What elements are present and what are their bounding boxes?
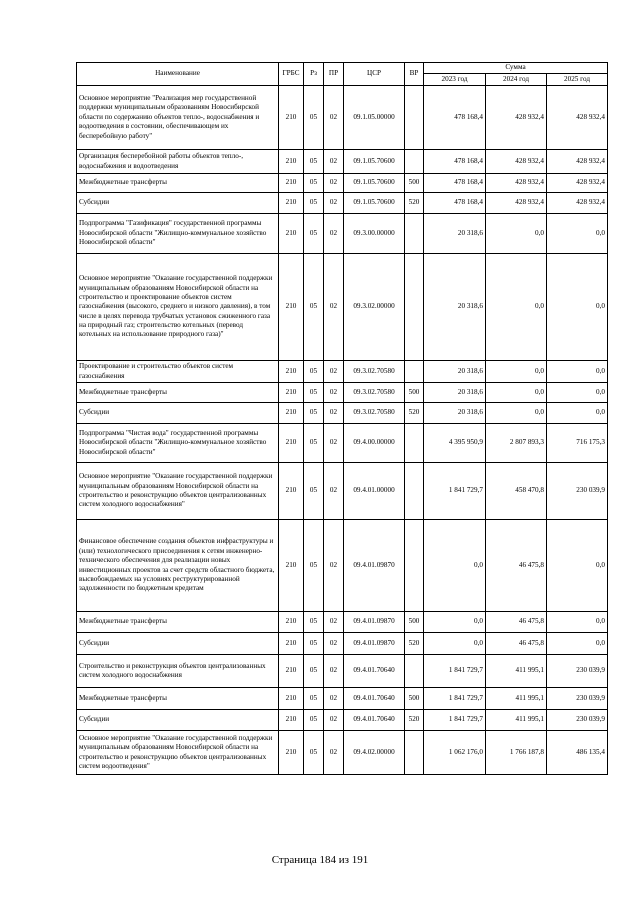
- row-sum-2023: 478 168,4: [424, 193, 486, 214]
- row-pr: 02: [324, 403, 344, 424]
- header-year-2024: 2024 год: [486, 74, 547, 86]
- row-sum-2025: 230 039,9: [547, 710, 608, 731]
- row-rz: 05: [304, 731, 324, 775]
- row-rz: 05: [304, 150, 324, 174]
- table-row: [77, 254, 608, 361]
- row-csr: 09.4.01.09870: [344, 612, 405, 633]
- row-sum-2023: 1 062 176,0: [424, 731, 486, 775]
- row-vr: [405, 731, 424, 775]
- row-sum-2024: 428 932,4: [486, 193, 547, 214]
- row-sum-2023: 0,0: [424, 520, 486, 612]
- table-row: [77, 731, 608, 775]
- row-sum-2025: 428 932,4: [547, 86, 608, 150]
- table-row: [77, 361, 608, 383]
- row-sum-2025: 0,0: [547, 520, 608, 612]
- row-name: Основное мероприятие "Реализация мер государственной поддержки муниципальным образованиям Новосибирской области по содержанию объектов тепло-, водоснабжения и водоотведения в состоянии, обеспечивающем их бесперебойную работу": [77, 86, 279, 150]
- row-sum-2024: 0,0: [486, 383, 547, 403]
- row-sum-2024: 46 475,8: [486, 612, 547, 633]
- row-rz: 05: [304, 361, 324, 383]
- row-pr: 02: [324, 214, 344, 254]
- row-csr: 09.1.05.70600: [344, 150, 405, 174]
- table-row: [77, 463, 608, 520]
- row-grbs: 210: [279, 612, 304, 633]
- row-grbs: 210: [279, 403, 304, 424]
- table-row: [77, 710, 608, 731]
- row-csr: 09.4.02.00000: [344, 731, 405, 775]
- row-sum-2024: 411 995,1: [486, 688, 547, 710]
- row-sum-2025: 0,0: [547, 254, 608, 361]
- row-pr: 02: [324, 383, 344, 403]
- row-sum-2024: 458 470,8: [486, 463, 547, 520]
- header-grbs: ГРБС: [279, 63, 304, 86]
- row-rz: 05: [304, 86, 324, 150]
- table-row: [77, 424, 608, 463]
- row-pr: 02: [324, 520, 344, 612]
- row-rz: 05: [304, 383, 324, 403]
- row-csr: 09.4.01.09870: [344, 633, 405, 655]
- row-sum-2024: 428 932,4: [486, 150, 547, 174]
- row-name: Межбюджетные трансферты: [77, 612, 279, 633]
- row-sum-2025: 0,0: [547, 633, 608, 655]
- row-pr: 02: [324, 731, 344, 775]
- row-vr: 520: [405, 633, 424, 655]
- row-name: Основное мероприятие "Оказание государственной поддержки муниципальным образованиям Новосибирской области на строительство и реконструкцию объектов централизованных систем водоотведения": [77, 731, 279, 775]
- row-pr: 02: [324, 633, 344, 655]
- table-row: [77, 403, 608, 424]
- header-sum: Сумма: [424, 63, 608, 74]
- row-sum-2023: 1 841 729,7: [424, 655, 486, 688]
- row-sum-2025: 0,0: [547, 214, 608, 254]
- row-csr: 09.4.01.09870: [344, 520, 405, 612]
- row-csr: 09.4.01.70640: [344, 710, 405, 731]
- row-pr: 02: [324, 463, 344, 520]
- row-pr: 02: [324, 424, 344, 463]
- row-sum-2023: 4 395 950,9: [424, 424, 486, 463]
- table-row: [77, 150, 608, 174]
- row-sum-2023: 478 168,4: [424, 150, 486, 174]
- row-sum-2024: 411 995,1: [486, 655, 547, 688]
- row-grbs: 210: [279, 86, 304, 150]
- row-grbs: 210: [279, 193, 304, 214]
- row-csr: 09.3.02.70580: [344, 403, 405, 424]
- row-sum-2025: 230 039,9: [547, 463, 608, 520]
- row-name: Основное мероприятие "Оказание государственной поддержки муниципальным образованиям Новосибирской области на строительство и проектирование объектов систем газоснабжения (высокого, среднего и низкого давления), в том числе в целях перевода трубчатых установок сжиженного газа на природный газ; строительство котельных (перевод котельных на использование природного газа)": [77, 254, 279, 361]
- row-csr: 09.4.01.70640: [344, 688, 405, 710]
- row-csr: 09.1.05.00000: [344, 86, 405, 150]
- row-name: Межбюджетные трансферты: [77, 174, 279, 193]
- row-grbs: 210: [279, 254, 304, 361]
- row-sum-2025: 0,0: [547, 383, 608, 403]
- row-name: Организация бесперебойной работы объектов тепло-, водоснабжения и водоотведения: [77, 150, 279, 174]
- row-vr: [405, 463, 424, 520]
- row-sum-2025: 230 039,9: [547, 655, 608, 688]
- row-rz: 05: [304, 688, 324, 710]
- row-grbs: 210: [279, 361, 304, 383]
- row-csr: 09.4.01.70640: [344, 655, 405, 688]
- row-grbs: 210: [279, 688, 304, 710]
- row-name: Субсидии: [77, 710, 279, 731]
- row-sum-2024: 411 995,1: [486, 710, 547, 731]
- table-row: [77, 383, 608, 403]
- row-sum-2025: 428 932,4: [547, 150, 608, 174]
- row-csr: 09.1.05.70600: [344, 174, 405, 193]
- row-sum-2025: 716 175,3: [547, 424, 608, 463]
- table-row: [77, 174, 608, 193]
- budget-table: [76, 62, 608, 775]
- row-sum-2023: 0,0: [424, 612, 486, 633]
- row-sum-2025: 428 932,4: [547, 174, 608, 193]
- row-csr: 09.3.02.00000: [344, 254, 405, 361]
- row-pr: 02: [324, 86, 344, 150]
- row-sum-2025: 0,0: [547, 612, 608, 633]
- row-grbs: 210: [279, 383, 304, 403]
- table-row: [77, 520, 608, 612]
- row-vr: 520: [405, 193, 424, 214]
- row-sum-2024: 0,0: [486, 254, 547, 361]
- row-name: Межбюджетные трансферты: [77, 688, 279, 710]
- table-row: [77, 655, 608, 688]
- row-sum-2024: 46 475,8: [486, 520, 547, 612]
- row-vr: 520: [405, 403, 424, 424]
- row-sum-2023: 0,0: [424, 633, 486, 655]
- row-sum-2023: 478 168,4: [424, 174, 486, 193]
- row-grbs: 210: [279, 150, 304, 174]
- row-vr: 500: [405, 383, 424, 403]
- table-row: [77, 214, 608, 254]
- row-csr: 09.3.02.70580: [344, 383, 405, 403]
- row-pr: 02: [324, 710, 344, 731]
- header-year-2025: 2025 год: [547, 74, 608, 86]
- row-grbs: 210: [279, 463, 304, 520]
- row-sum-2024: 2 807 893,3: [486, 424, 547, 463]
- row-sum-2023: 20 318,6: [424, 383, 486, 403]
- row-name: Подпрограмма "Газификация" государственной программы Новосибирской области "Жилищно-коммунальное хозяйство Новосибирской области": [77, 214, 279, 254]
- row-sum-2024: 0,0: [486, 403, 547, 424]
- table-row: [77, 688, 608, 710]
- row-sum-2023: 20 318,6: [424, 403, 486, 424]
- row-rz: 05: [304, 174, 324, 193]
- row-csr: 09.1.05.70600: [344, 193, 405, 214]
- row-sum-2024: 1 766 187,8: [486, 731, 547, 775]
- row-rz: 05: [304, 403, 324, 424]
- row-rz: 05: [304, 424, 324, 463]
- page-number: Страница 184 из 191: [271, 854, 369, 866]
- row-sum-2025: 486 135,4: [547, 731, 608, 775]
- table-row: [77, 612, 608, 633]
- row-vr: 500: [405, 612, 424, 633]
- row-vr: 500: [405, 688, 424, 710]
- row-pr: 02: [324, 361, 344, 383]
- table-row: [77, 86, 608, 150]
- header-rz: Рз: [304, 63, 324, 86]
- row-vr: 500: [405, 174, 424, 193]
- header-csr: ЦСР: [344, 63, 405, 86]
- header-name: Наименование: [77, 63, 279, 86]
- row-name: Субсидии: [77, 633, 279, 655]
- header-year-2023: 2023 год: [424, 74, 486, 86]
- row-pr: 02: [324, 655, 344, 688]
- row-rz: 05: [304, 463, 324, 520]
- row-rz: 05: [304, 254, 324, 361]
- row-name: Строительство и реконструкция объектов централизованных систем холодного водоснабжения: [77, 655, 279, 688]
- row-pr: 02: [324, 612, 344, 633]
- row-rz: 05: [304, 655, 324, 688]
- row-sum-2023: 478 168,4: [424, 86, 486, 150]
- row-name: Проектирование и строительство объектов систем газоснабжения: [77, 361, 279, 383]
- row-grbs: 210: [279, 731, 304, 775]
- table-row: [77, 633, 608, 655]
- row-sum-2025: 428 932,4: [547, 193, 608, 214]
- row-name: Субсидии: [77, 403, 279, 424]
- row-vr: [405, 361, 424, 383]
- row-vr: [405, 424, 424, 463]
- row-sum-2024: 428 932,4: [486, 174, 547, 193]
- row-sum-2023: 20 318,6: [424, 361, 486, 383]
- row-name: Подпрограмма "Чистая вода" государственной программы Новосибирской области "Жилищно-коммунальное хозяйство Новосибирской области": [77, 424, 279, 463]
- row-csr: 09.4.00.00000: [344, 424, 405, 463]
- row-csr: 09.3.02.70580: [344, 361, 405, 383]
- row-vr: 520: [405, 710, 424, 731]
- row-sum-2024: 46 475,8: [486, 633, 547, 655]
- table-header: [77, 63, 608, 86]
- row-rz: 05: [304, 612, 324, 633]
- row-sum-2023: 1 841 729,7: [424, 688, 486, 710]
- row-sum-2025: 0,0: [547, 361, 608, 383]
- table-row: [77, 193, 608, 214]
- header-pr: ПР: [324, 63, 344, 86]
- row-pr: 02: [324, 193, 344, 214]
- row-pr: 02: [324, 688, 344, 710]
- row-pr: 02: [324, 150, 344, 174]
- row-csr: 09.3.00.00000: [344, 214, 405, 254]
- row-rz: 05: [304, 214, 324, 254]
- row-grbs: 210: [279, 633, 304, 655]
- table-body: [77, 86, 608, 775]
- row-grbs: 210: [279, 520, 304, 612]
- row-vr: [405, 520, 424, 612]
- row-grbs: 210: [279, 424, 304, 463]
- row-name: Субсидии: [77, 193, 279, 214]
- row-pr: 02: [324, 254, 344, 361]
- row-grbs: 210: [279, 710, 304, 731]
- row-sum-2025: 230 039,9: [547, 688, 608, 710]
- row-vr: [405, 214, 424, 254]
- row-pr: 02: [324, 174, 344, 193]
- row-csr: 09.4.01.00000: [344, 463, 405, 520]
- row-sum-2024: 0,0: [486, 361, 547, 383]
- row-vr: [405, 254, 424, 361]
- row-sum-2023: 1 841 729,7: [424, 463, 486, 520]
- row-sum-2023: 1 841 729,7: [424, 710, 486, 731]
- row-rz: 05: [304, 633, 324, 655]
- row-sum-2025: 0,0: [547, 403, 608, 424]
- row-name: Финансовое обеспечение создания объектов инфраструктуры и (или) технологического присоединения к сетям инженерно-технического обеспечения для реализации новых инвестиционных проектов за счет средств областного бюджета, высвобождаемых на условиях реструктурированной задолженности по бюджетным кредитам: [77, 520, 279, 612]
- row-sum-2023: 20 318,6: [424, 214, 486, 254]
- row-name: Основное мероприятие "Оказание государственной поддержки муниципальным образованиям Новосибирской области на строительство и реконструкцию объектов централизованных систем холодного водоснабжения": [77, 463, 279, 520]
- row-grbs: 210: [279, 655, 304, 688]
- row-rz: 05: [304, 520, 324, 612]
- row-sum-2024: 428 932,4: [486, 86, 547, 150]
- row-vr: [405, 86, 424, 150]
- row-vr: [405, 150, 424, 174]
- row-name: Межбюджетные трансферты: [77, 383, 279, 403]
- row-rz: 05: [304, 193, 324, 214]
- row-sum-2023: 20 318,6: [424, 254, 486, 361]
- row-sum-2024: 0,0: [486, 214, 547, 254]
- row-grbs: 210: [279, 214, 304, 254]
- header-vr: ВР: [405, 63, 424, 86]
- row-grbs: 210: [279, 174, 304, 193]
- row-rz: 05: [304, 710, 324, 731]
- row-vr: [405, 655, 424, 688]
